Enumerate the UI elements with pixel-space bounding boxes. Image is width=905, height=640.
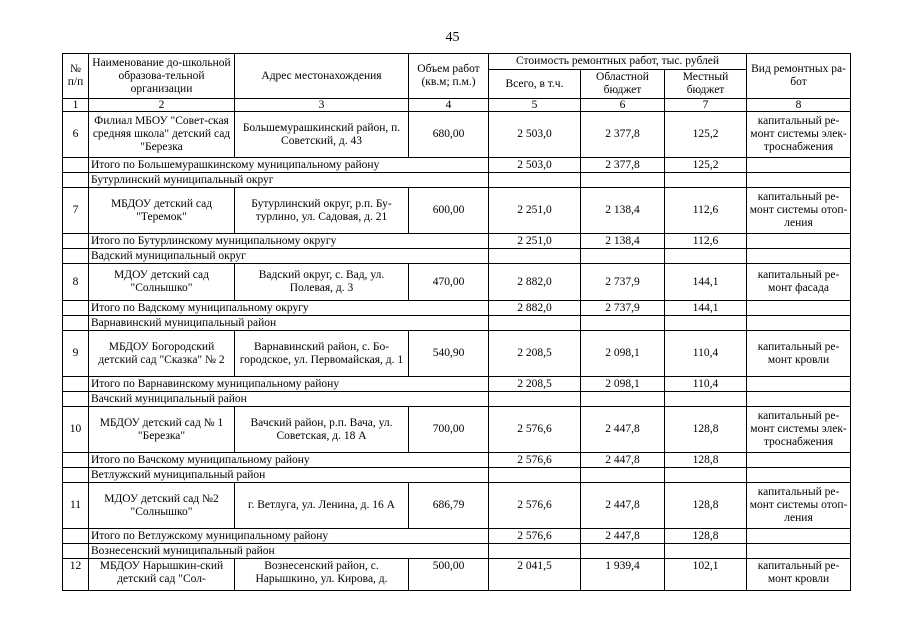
cost-local: 128,8 bbox=[665, 453, 747, 468]
row-number bbox=[63, 453, 89, 468]
organization-name: МБДОУ Богородский детский сад "Сказка" № 2 bbox=[89, 331, 235, 377]
work-type: капитальный ре-монт фасада bbox=[747, 264, 851, 301]
row-number bbox=[63, 377, 89, 392]
work-type: капитальный ре-монт системы отоп-ления bbox=[747, 188, 851, 234]
row-number: 8 bbox=[63, 264, 89, 301]
work-type bbox=[747, 453, 851, 468]
row-number bbox=[63, 158, 89, 173]
cost-regional: 2 138,4 bbox=[581, 234, 665, 249]
work-volume: 686,79 bbox=[409, 483, 489, 529]
work-type: капитальный ре-монт кровли bbox=[747, 331, 851, 377]
cost-total: 2 251,0 bbox=[489, 234, 581, 249]
cost-local: 144,1 bbox=[665, 301, 747, 316]
table-row bbox=[63, 559, 851, 591]
work-type: капитальный ре-монт системы отоп-ления bbox=[747, 483, 851, 529]
organization-address: Вадский округ, с. Вад, ул. Полевая, д. 3 bbox=[235, 264, 409, 301]
work-type bbox=[747, 468, 851, 483]
repair-works-table bbox=[62, 53, 851, 591]
cost-regional: 2 737,9 bbox=[581, 264, 665, 301]
subtotal-label: Итого по Ветлужскому муниципальному району bbox=[89, 529, 489, 544]
cost-local: 128,8 bbox=[665, 483, 747, 529]
header-volume: Объем работ (кв.м; п.м.) bbox=[409, 54, 489, 99]
table-row bbox=[63, 112, 851, 158]
cost-regional bbox=[581, 392, 665, 407]
district-row bbox=[63, 249, 851, 264]
column-index: 2 bbox=[89, 99, 235, 112]
header-work-type: Вид ремонтных ра-бот bbox=[747, 54, 851, 99]
column-index: 7 bbox=[665, 99, 747, 112]
subtotal-label: Итого по Варнавинскому муниципальному району bbox=[89, 377, 489, 392]
cost-regional: 2 377,8 bbox=[581, 158, 665, 173]
row-number: 11 bbox=[63, 483, 89, 529]
cost-total: 2 576,6 bbox=[489, 529, 581, 544]
row-number bbox=[63, 316, 89, 331]
cost-regional: 2 377,8 bbox=[581, 112, 665, 158]
row-number: 12 bbox=[63, 559, 89, 591]
cost-local: 110,4 bbox=[665, 377, 747, 392]
header-total: Всего, в т.ч. bbox=[489, 70, 581, 99]
table-row bbox=[63, 407, 851, 453]
work-volume: 470,00 bbox=[409, 264, 489, 301]
row-number bbox=[63, 249, 89, 264]
cost-local: 128,8 bbox=[665, 407, 747, 453]
district-row bbox=[63, 392, 851, 407]
header-regional: Областной бюджет bbox=[581, 70, 665, 99]
row-number: 6 bbox=[63, 112, 89, 158]
organization-address: Варнавинский район, с. Бо-городское, ул. Первомайская, д. 1 bbox=[235, 331, 409, 377]
organization-address: г. Ветлуга, ул. Ленина, д. 16 А bbox=[235, 483, 409, 529]
header-cost-group: Стоимость ремонтных работ, тыс. рублей bbox=[489, 54, 747, 70]
work-type bbox=[747, 301, 851, 316]
subtotal-label: Итого по Вадскому муниципальному округу bbox=[89, 301, 489, 316]
subtotal-label: Итого по Вачскому муниципальному району bbox=[89, 453, 489, 468]
cost-regional bbox=[581, 544, 665, 559]
row-number bbox=[63, 392, 89, 407]
cost-total: 2 576,6 bbox=[489, 483, 581, 529]
cost-total: 2 882,0 bbox=[489, 301, 581, 316]
organization-address: Вознесенский район, с. Нарышкино, ул. Кирова, д. bbox=[235, 559, 409, 591]
table-row bbox=[63, 264, 851, 301]
cost-total: 2 882,0 bbox=[489, 264, 581, 301]
cost-regional: 1 939,4 bbox=[581, 559, 665, 591]
cost-regional: 2 447,8 bbox=[581, 453, 665, 468]
work-type: капитальный ре-монт системы элек-троснабжения bbox=[747, 407, 851, 453]
column-index: 8 bbox=[747, 99, 851, 112]
work-volume: 600,00 bbox=[409, 188, 489, 234]
work-type bbox=[747, 392, 851, 407]
subtotal-row bbox=[63, 377, 851, 392]
district-label: Вознесенский муниципальный район bbox=[89, 544, 489, 559]
district-row bbox=[63, 544, 851, 559]
subtotal-row bbox=[63, 234, 851, 249]
work-type bbox=[747, 234, 851, 249]
district-row bbox=[63, 173, 851, 188]
organization-name: Филиал МБОУ "Совет-ская средняя школа" детский сад "Березка bbox=[89, 112, 235, 158]
work-type bbox=[747, 249, 851, 264]
cost-total: 2 503,0 bbox=[489, 112, 581, 158]
cost-local: 125,2 bbox=[665, 158, 747, 173]
work-type bbox=[747, 316, 851, 331]
column-index: 3 bbox=[235, 99, 409, 112]
cost-local bbox=[665, 392, 747, 407]
table-body bbox=[63, 54, 851, 591]
page-number: 45 bbox=[445, 30, 460, 45]
organization-name: МДОУ детский сад №2 "Солнышко" bbox=[89, 483, 235, 529]
cost-regional: 2 447,8 bbox=[581, 529, 665, 544]
work-type bbox=[747, 529, 851, 544]
work-volume: 500,00 bbox=[409, 559, 489, 591]
cost-regional bbox=[581, 249, 665, 264]
cost-local bbox=[665, 249, 747, 264]
cost-local bbox=[665, 468, 747, 483]
table-row bbox=[63, 188, 851, 234]
work-volume: 680,00 bbox=[409, 112, 489, 158]
district-row bbox=[63, 316, 851, 331]
subtotal-row bbox=[63, 453, 851, 468]
header-name: Наименование до-школьной образова-тельной организации bbox=[89, 54, 235, 99]
cost-local: 102,1 bbox=[665, 559, 747, 591]
column-index: 6 bbox=[581, 99, 665, 112]
row-number: 7 bbox=[63, 188, 89, 234]
cost-total bbox=[489, 468, 581, 483]
cost-total bbox=[489, 173, 581, 188]
cost-local: 110,4 bbox=[665, 331, 747, 377]
organization-name: МБДОУ Нарышкин-ский детский сад "Сол- bbox=[89, 559, 235, 591]
cost-total bbox=[489, 316, 581, 331]
cost-regional: 2 098,1 bbox=[581, 331, 665, 377]
district-label: Вачский муниципальный район bbox=[89, 392, 489, 407]
work-volume: 540,90 bbox=[409, 331, 489, 377]
work-type: капитальный ре-монт кровли bbox=[747, 559, 851, 591]
work-type bbox=[747, 544, 851, 559]
cost-total: 2 251,0 bbox=[489, 188, 581, 234]
district-label: Ветлужский муниципальный район bbox=[89, 468, 489, 483]
work-type bbox=[747, 158, 851, 173]
work-type bbox=[747, 377, 851, 392]
cost-local bbox=[665, 316, 747, 331]
cost-local: 128,8 bbox=[665, 529, 747, 544]
cost-total bbox=[489, 544, 581, 559]
subtotal-row bbox=[63, 529, 851, 544]
row-number: 10 bbox=[63, 407, 89, 453]
organization-address: Большемурашкинский район, п. Советский, д. 43 bbox=[235, 112, 409, 158]
row-number bbox=[63, 468, 89, 483]
district-label: Бутурлинский муниципальный округ bbox=[89, 173, 489, 188]
column-index-row bbox=[63, 99, 851, 112]
organization-name: МБДОУ детский сад "Теремок" bbox=[89, 188, 235, 234]
header-address: Адрес местонахождения bbox=[235, 54, 409, 99]
row-number bbox=[63, 173, 89, 188]
cost-regional: 2 098,1 bbox=[581, 377, 665, 392]
header-num: № п/п bbox=[63, 54, 89, 99]
cost-regional bbox=[581, 173, 665, 188]
cost-total bbox=[489, 392, 581, 407]
cost-regional: 2 447,8 bbox=[581, 483, 665, 529]
header-row bbox=[63, 54, 851, 70]
cost-total: 2 576,6 bbox=[489, 407, 581, 453]
cost-total: 2 041,5 bbox=[489, 559, 581, 591]
work-volume: 700,00 bbox=[409, 407, 489, 453]
header-local: Местный бюджет bbox=[665, 70, 747, 99]
district-row bbox=[63, 468, 851, 483]
cost-total bbox=[489, 249, 581, 264]
cost-regional: 2 737,9 bbox=[581, 301, 665, 316]
cost-local: 112,6 bbox=[665, 188, 747, 234]
cost-total: 2 576,6 bbox=[489, 453, 581, 468]
table-row bbox=[63, 483, 851, 529]
cost-total: 2 208,5 bbox=[489, 331, 581, 377]
row-number bbox=[63, 529, 89, 544]
organization-name: МБДОУ детский сад № 1 "Березка" bbox=[89, 407, 235, 453]
cost-local: 112,6 bbox=[665, 234, 747, 249]
cost-regional: 2 138,4 bbox=[581, 188, 665, 234]
subtotal-label: Итого по Бутурлинскому муниципальному округу bbox=[89, 234, 489, 249]
cost-local bbox=[665, 544, 747, 559]
column-index: 5 bbox=[489, 99, 581, 112]
cost-regional bbox=[581, 316, 665, 331]
row-number bbox=[63, 544, 89, 559]
subtotal-row bbox=[63, 158, 851, 173]
work-type: капитальный ре-монт системы элек-троснабжения bbox=[747, 112, 851, 158]
organization-name: МДОУ детский сад "Солнышко" bbox=[89, 264, 235, 301]
cost-local: 144,1 bbox=[665, 264, 747, 301]
column-index: 1 bbox=[63, 99, 89, 112]
row-number bbox=[63, 301, 89, 316]
organization-address: Вачский район, р.п. Вача, ул. Советская, д. 18 А bbox=[235, 407, 409, 453]
cost-total: 2 503,0 bbox=[489, 158, 581, 173]
work-type bbox=[747, 173, 851, 188]
row-number bbox=[63, 234, 89, 249]
cost-regional: 2 447,8 bbox=[581, 407, 665, 453]
cost-local bbox=[665, 173, 747, 188]
column-index: 4 bbox=[409, 99, 489, 112]
table-row bbox=[63, 331, 851, 377]
district-label: Варнавинский муниципальный район bbox=[89, 316, 489, 331]
cost-regional bbox=[581, 468, 665, 483]
organization-address: Бутурлинский округ, р.п. Бу-турлино, ул. Садовая, д. 21 bbox=[235, 188, 409, 234]
cost-local: 125,2 bbox=[665, 112, 747, 158]
row-number: 9 bbox=[63, 331, 89, 377]
subtotal-label: Итого по Большемурашкинскому муниципальному району bbox=[89, 158, 489, 173]
district-label: Вадский муниципальный округ bbox=[89, 249, 489, 264]
subtotal-row bbox=[63, 301, 851, 316]
cost-total: 2 208,5 bbox=[489, 377, 581, 392]
